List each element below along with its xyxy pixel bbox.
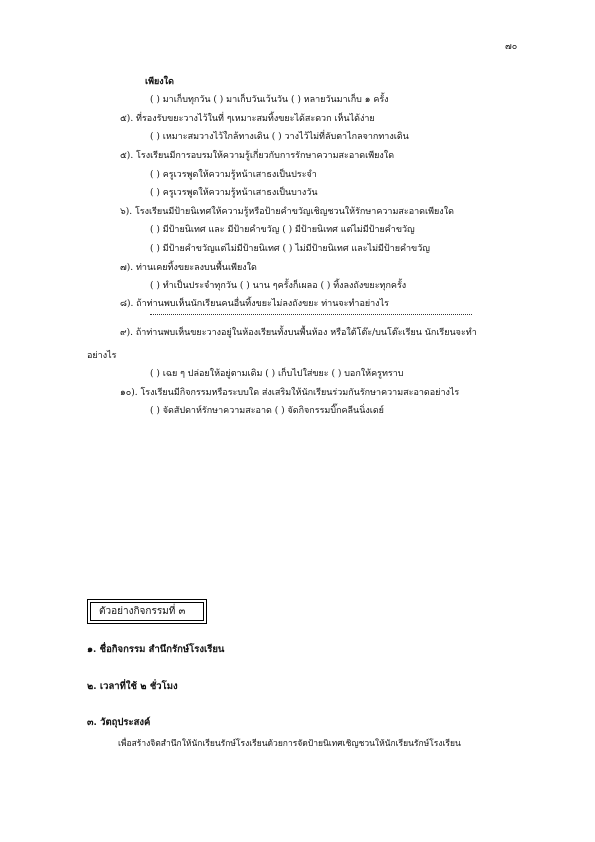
answer-dotted-line	[150, 313, 472, 315]
text-line: อย่างไร	[87, 351, 117, 361]
text-line: ๗). ท่านเคยทิ้งขยะลงบนพื้นเพียงใด	[120, 263, 257, 273]
text-line: ๘). ถ้าท่านพบเห็นนักเรียนคนอื่นทิ้งขยะไม่ลงถังขยะ ท่านจะทำอย่างไร	[120, 299, 389, 309]
activity-example-label: ตัวอย่างกิจกรรมที่ ๓	[90, 602, 204, 621]
text-line: ( ) จัดสัปดาห์รักษาความสะอาด ( ) จัดกิจกรรมบิ๊กคลีนนิ่งเดย์	[150, 406, 384, 416]
activity-example-box	[87, 599, 207, 624]
text-line: ( ) ครูเวรพูดให้ความรู้หน้าเสาธงเป็นบางวัน	[150, 188, 318, 198]
text-line: ๑. ชื่อกิจกรรม สำนึกรักษ์โรงเรียน	[87, 644, 225, 655]
text-line: ๙). ถ้าท่านพบเห็นขยะวางอยู่ในห้องเรียนทั้งบนพื้นห้อง หรือใต้โต๊ะ/บนโต๊ะเรียน นักเรียนจะทำ	[120, 328, 477, 338]
text-line: ๓. วัตถุประสงค์	[87, 717, 151, 728]
text-line: ๑๐). โรงเรียนมีกิจกรรมหรือระบบใด ส่งเสริมให้นักเรียนร่วมกันรักษาความสะอาดอย่างไร	[120, 388, 460, 398]
text-line: ( ) เฉย ๆ ปล่อยให้อยู่ตามเดิม ( ) เก็บไปใส่ขยะ ( ) บอกให้ครูทราบ	[150, 369, 404, 379]
text-line: ( ) เหมาะสมวางไว้ใกล้ทางเดิน ( ) วางไว้ไม่ที่ลับตาไกลจากทางเดิน	[150, 132, 409, 142]
text-line: ( ) มีป้ายคำขวัญแต่ไม่มีป้ายนิเทศ ( ) ไม่มีป้ายนิเทศ และไม่มีป้ายคำขวัญ	[150, 244, 430, 254]
text-line: ( ) ทำเป็นประจำทุกวัน ( ) นาน ๆครั้งก็เผลอ ( ) ทิ้งลงถังขยะทุกครั้ง	[150, 281, 407, 291]
text-line: ( ) ครูเวรพูดให้ความรู้หน้าเสาธงเป็นประจำ	[150, 170, 317, 180]
text-line: ( ) มีป้ายนิเทศ และ มีป้ายคำขวัญ ( ) มีป้ายนิเทศ แต่ไม่มีป้ายคำขวัญ	[150, 225, 415, 235]
text-line: ๕). ที่รองรับขยะวางไว้ในที่ ๆเหมาะสมทิ้งขยะได้สะดวก เห็นได้ง่าย	[120, 114, 375, 124]
text-line: ๒. เวลาที่ใช้ ๒ ชั่วโมง	[87, 681, 178, 692]
text-line: ๕). โรงเรียนมีการอบรมให้ความรู้เกี่ยวกับการรักษาความสะอาดเพียงใด	[120, 151, 395, 161]
text-line: เพียงใด	[145, 77, 174, 87]
text-line: ( ) มาเก็บทุกวัน ( ) มาเก็บวันเว้นวัน ( ) หลายวันมาเก็บ ๑ ครั้ง	[150, 95, 389, 105]
text-line: เพื่อสร้างจิตสำนึกให้นักเรียนรักษ์โรงเรียนด้วยการจัดป้ายนิเทศเชิญชวนให้นักเรียนรักษ์โรงเรียน	[118, 739, 461, 749]
page-number: ๗๐	[505, 42, 518, 52]
text-line: ๖). โรงเรียนมีป้ายนิเทศให้ความรู้หรือป้ายคำขวัญเชิญชวนให้รักษาความสะอาดเพียงใด	[120, 207, 454, 217]
